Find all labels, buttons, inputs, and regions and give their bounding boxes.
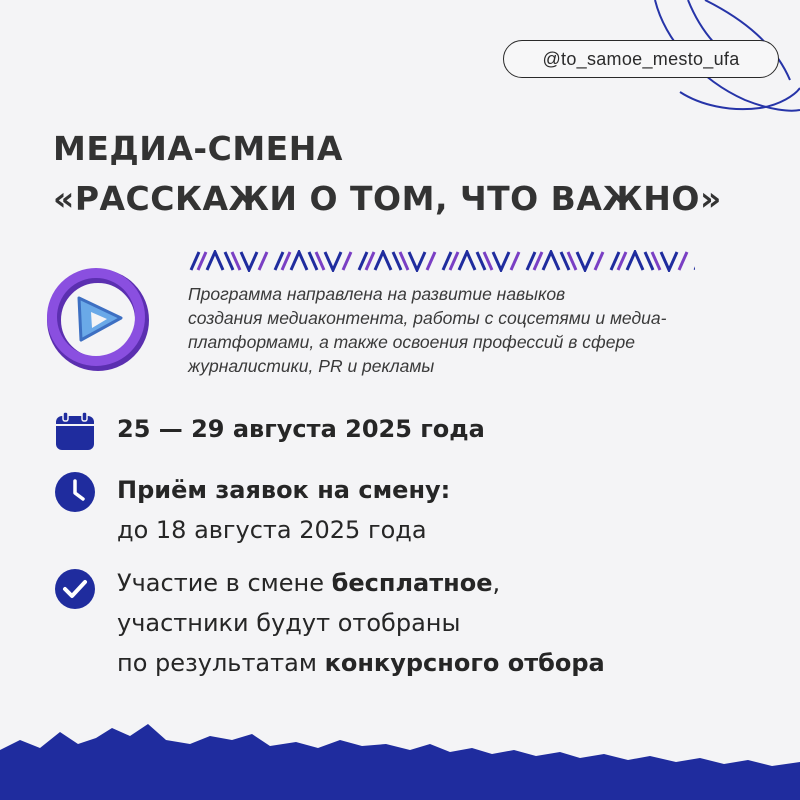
participation-text-3: по результатам: [117, 649, 325, 677]
check-icon: [53, 567, 97, 611]
participation-block: [117, 563, 605, 683]
instagram-handle[interactable]: @to_samoe_mesto_ufa: [503, 40, 779, 78]
ornament-stripe: [189, 250, 695, 272]
play-logo-icon: [43, 262, 153, 372]
participation-text-1: Участие в смене: [117, 569, 332, 597]
title-line-1: МЕДИА-СМЕНА: [53, 129, 343, 168]
participation-free: бесплатное: [331, 569, 493, 597]
applications-block: [117, 470, 450, 550]
participation-line-2: участники будут отобраны: [117, 609, 461, 637]
program-line-4: журналистики, PR и рекламы: [188, 356, 435, 376]
mountains-silhouette: [0, 710, 800, 800]
event-dates: 25 — 29 августа 2025 года: [117, 415, 485, 443]
page-title: [53, 124, 722, 224]
participation-line-3: [117, 643, 605, 683]
program-line-1: Программа направлена на развитие навыков: [188, 284, 566, 304]
participation-selection: конкурсного отбора: [324, 649, 605, 677]
title-line-2: «РАССКАЖИ О ТОМ, ЧТО ВАЖНО»: [53, 179, 722, 218]
program-description: [188, 282, 788, 378]
participation-comma: ,: [492, 569, 501, 597]
calendar-icon: [53, 410, 97, 454]
program-line-2: создания медиаконтента, работы с соцсетями и медиа-: [188, 308, 667, 328]
applications-heading: Приём заявок на смену:: [117, 476, 451, 504]
participation-line-1: [117, 563, 605, 603]
applications-deadline: до 18 августа 2025 года: [117, 516, 427, 544]
program-line-3: платформами, а также освоения профессий в сфере: [188, 332, 635, 352]
clock-icon: [53, 470, 97, 514]
